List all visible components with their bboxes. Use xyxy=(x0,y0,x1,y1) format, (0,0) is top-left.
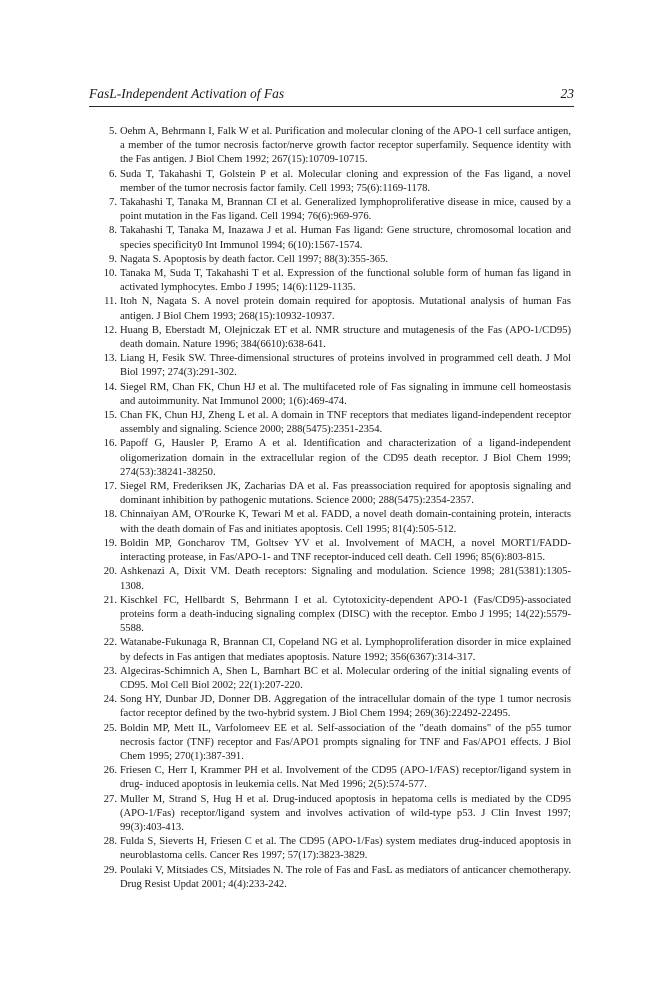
reference-number: 10. xyxy=(103,268,117,280)
reference-number: 19. xyxy=(103,537,117,549)
reference-text: Nagata S. Apoptosis by death factor. Cell 1997; 88(3):355-365. xyxy=(120,253,389,265)
reference-item xyxy=(103,565,571,593)
reference-text: Boldin MP, Goncharov TM, Goltsev YV et al. Involvement of MACH, a novel MORT1/FADD-interacting protease, in Fas/APO-1- and TNF receptor-induced cell death. Cell 1996; 85(6):803-815. xyxy=(120,537,571,564)
reference-item xyxy=(103,835,571,863)
reference-number: 6. xyxy=(109,168,117,180)
running-head xyxy=(89,86,574,106)
reference-text: Chan FK, Chun HJ, Zheng L et al. A domain in TNF receptors that mediates ligand-independent receptor assembly and signaling. Science 2000; 288(5475):2351-2354. xyxy=(120,410,571,436)
running-title: FasL-Independent Activation of Fas xyxy=(89,86,285,101)
reference-number: 26. xyxy=(103,765,117,777)
reference-item xyxy=(103,168,571,196)
reference-item xyxy=(103,196,571,224)
reference-item xyxy=(103,409,571,437)
reference-item xyxy=(103,253,571,267)
reference-text: Kischkel FC, Hellbardt S, Behrmann I et al. Cytotoxicity-dependent APO-1 (Fas/CD95)-associated proteins form a death-inducing signaling complex (DISC) with the receptor. Embo J 1995; 14(22):5579-5588. xyxy=(120,594,571,635)
reference-number: 13. xyxy=(103,353,117,365)
reference-text: Algeciras-Schimnich A, Shen L, Barnhart BC et al. Molecular ordering of the initial signaling events of CD95. Mol Cell Biol 2002; 22(1):207-220. xyxy=(120,665,571,691)
reference-text: Papoff G, Hausler P, Eramo A et al. Identification and characterization of a ligand-independent oligomerization domain in the extracellular region of the CD95 death receptor. J Biol Chem 1999; 274(53):38241-38250. xyxy=(120,438,571,478)
reference-text: Boldin MP, Mett IL, Varfolomeev EE et al. Self-association of the "death domains" of the p55 tumor necrosis factor (TNF) receptor and Fas/APO1 prompts signaling for TNF and Fas/APO1 effects. J Biol Chem 1995; 270(1):387-391. xyxy=(120,722,571,762)
reference-item xyxy=(103,267,571,295)
reference-number: 28. xyxy=(103,836,117,848)
reference-item xyxy=(103,324,571,352)
reference-text: Ashkenazi A, Dixit VM. Death receptors: Signaling and modulation. Science 1998; 281(5381):1305-1308. xyxy=(120,566,571,592)
reference-item xyxy=(103,352,571,380)
reference-number: 27. xyxy=(103,793,117,805)
reference-text: Siegel RM, Frederiksen JK, Zacharias DA et al. Fas preassociation required for apoptosis signaling and dominant inhibition by pathogenic mutations. Science 2000; 288(5475):2354-2357. xyxy=(120,481,571,507)
reference-item xyxy=(103,594,571,637)
reference-item xyxy=(103,381,571,409)
reference-text: Itoh N, Nagata S. A novel protein domain required for apoptosis. Mutational analysis of human Fas antigen. J Biol Chem 1993; 268(15):10932-10937. xyxy=(120,296,571,322)
reference-text: Poulaki V, Mitsiades CS, Mitsiades N. The role of Fas and FasL as mediators of anticancer chemotherapy. Drug Resist Updat 2001; 4(4):233-242. xyxy=(120,864,571,890)
reference-item xyxy=(103,537,571,565)
reference-number: 22. xyxy=(103,637,117,649)
reference-item xyxy=(103,793,571,836)
reference-item xyxy=(103,693,571,721)
reference-number: 21. xyxy=(103,594,117,606)
reference-item xyxy=(103,636,571,664)
reference-item xyxy=(103,722,571,765)
reference-number: 17. xyxy=(103,481,117,493)
reference-text: Chinnaiyan AM, O'Rourke K, Tewari M et al. FADD, a novel death domain-containing protein, interacts with the death domain of Fas and initiates apoptosis. Cell 1995; 81(4):505-512. xyxy=(120,509,571,535)
reference-number: 18. xyxy=(103,509,117,521)
reference-text: Takahashi T, Tanaka M, Inazawa J et al. Human Fas ligand: Gene structure, chromosomal location and species specificity0 Int Immunol 1994; 6(10):1567-1574. xyxy=(120,225,571,251)
page-number: 23 xyxy=(560,86,574,101)
reference-item xyxy=(103,125,571,168)
header-rule xyxy=(89,106,574,107)
reference-number: 15. xyxy=(103,410,117,422)
reference-item xyxy=(103,224,571,252)
reference-number: 14. xyxy=(103,381,117,393)
reference-number: 25. xyxy=(103,722,117,734)
reference-item xyxy=(103,864,571,892)
reference-text: Fulda S, Sieverts H, Friesen C et al. The CD95 (APO-1/Fas) system mediates drug-induced apoptosis in neuroblastoma cells. Cancer Res 1997; 57(17):3823-3829. xyxy=(120,836,571,862)
reference-item xyxy=(103,437,571,480)
reference-number: 8. xyxy=(109,225,117,237)
reference-item xyxy=(103,480,571,508)
reference-text: Huang B, Eberstadt M, Olejniczak ET et al. NMR structure and mutagenesis of the Fas (APO-1/CD95) death domain. Nature 1996; 384(6610):638-641. xyxy=(120,324,571,351)
reference-number: 20. xyxy=(103,566,117,578)
reference-number: 29. xyxy=(103,864,117,876)
reference-text: Tanaka M, Suda T, Takahashi T et al. Expression of the functional soluble form of human fas ligand in activated lymphocytes. Embo J 1995; 14(6):1129-1135. xyxy=(120,268,571,294)
reference-text: Muller M, Strand S, Hug H et al. Drug-induced apoptosis in hepatoma cells is mediated by the CD95 (APO-1/Fas) receptor/ligand system and involves activation of wild-type p53. J Clin Invest 1997; 99(3):403-413. xyxy=(120,793,571,833)
reference-number: 11. xyxy=(104,296,117,308)
reference-item xyxy=(103,665,571,693)
reference-text: Suda T, Takahashi T, Golstein P et al. Molecular cloning and expression of the Fas ligand, a novel member of the tumor necrosis factor family. Cell 1993; 75(6):1169-1178. xyxy=(120,168,571,194)
reference-item xyxy=(103,764,571,792)
reference-number: 9. xyxy=(109,253,117,265)
reference-text: Watanabe-Fukunaga R, Brannan CI, Copeland NG et al. Lymphoproliferation disorder in mice explained by defects in Fas antigen that mediates apoptosis. Nature 1992; 356(6367):314-317. xyxy=(120,637,571,663)
reference-text: Song HY, Dunbar JD, Donner DB. Aggregation of the intracellular domain of the type 1 tumor necrosis factor receptor defined by the two-hybrid system. J Biol Chem 1994; 269(36):22492-22495. xyxy=(120,694,571,720)
reference-number: 12. xyxy=(103,324,117,336)
reference-text: Siegel RM, Chan FK, Chun HJ et al. The multifaceted role of Fas signaling in immune cell homeostasis and autoimmunity. Nat Immunol 2000; 1(6):469-474. xyxy=(120,381,571,407)
reference-number: 16. xyxy=(103,438,117,450)
reference-item xyxy=(103,295,571,323)
reference-text: Takahashi T, Tanaka M, Brannan CI et al. Generalized lymphoproliferative disease in mice, caused by a point mutation in the Fas ligand. Cell 1994; 76(6):969-976. xyxy=(120,197,571,223)
reference-list xyxy=(103,125,571,892)
reference-number: 7. xyxy=(109,197,117,209)
reference-number: 5. xyxy=(109,126,117,137)
reference-item xyxy=(103,508,571,536)
reference-text: Liang H, Fesik SW. Three-dimensional structures of proteins involved in programmed cell death. J Mol Biol 1997; 274(3):291-302. xyxy=(120,353,571,379)
reference-number: 23. xyxy=(103,665,117,677)
reference-text: Friesen C, Herr I, Krammer PH et al. Involvement of the CD95 (APO-1/FAS) receptor/ligand system in drug- induced apoptosis in leukemia cells. Nat Med 1996; 2(5):574-577. xyxy=(120,765,571,791)
reference-number: 24. xyxy=(103,694,117,706)
reference-text: Oehm A, Behrmann I, Falk W et al. Purification and molecular cloning of the APO-1 cell surface antigen, a member of the tumor necrosis factor/nerve growth factor receptor superfamily. Sequence identity with the Fas antigen. J Biol Chem 1992; 267(15):10709-10715. xyxy=(120,126,571,166)
